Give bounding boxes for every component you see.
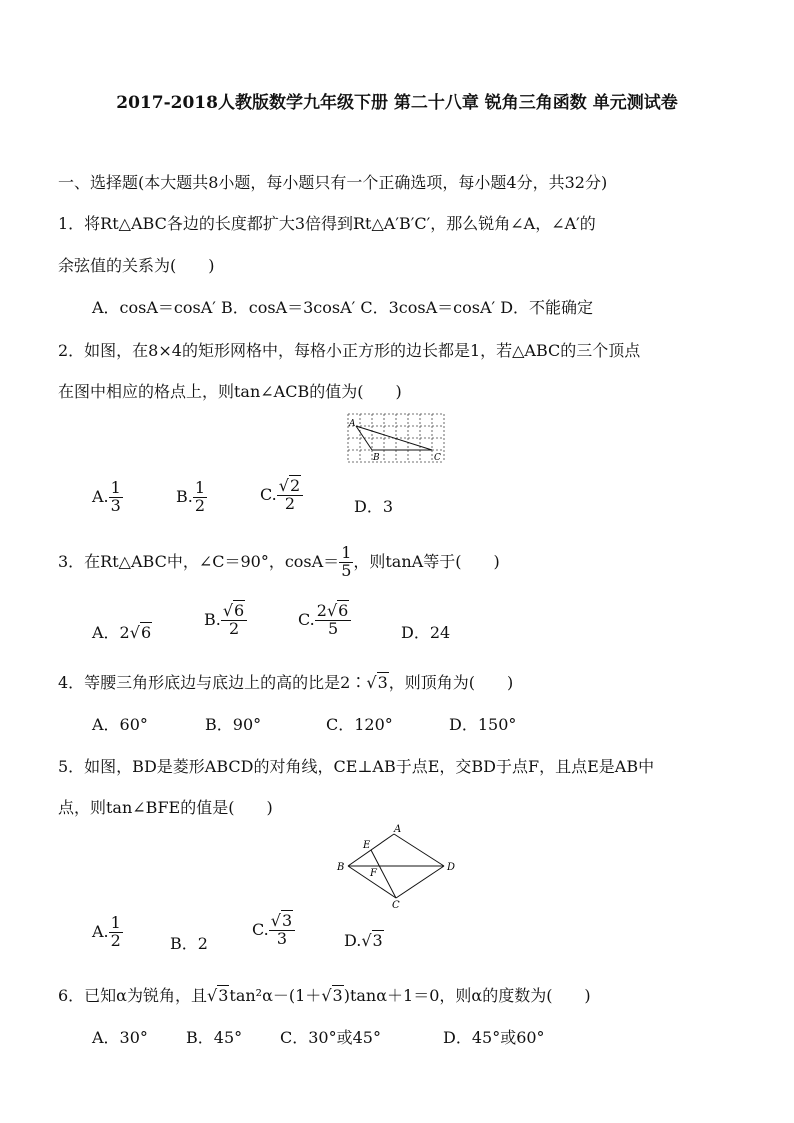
q6-option-c: C．30°或45° [280, 1028, 381, 1047]
q2-option-d: D．3 [354, 497, 394, 516]
q3-option-c: C. $\frac{2√6}{5}$ [298, 603, 351, 638]
q4-option-d: D．150° [449, 715, 517, 734]
q2-stem-line1: 2．如图，在8×4的矩形网格中，每格小正方形的边长都是1，若△ABC的三个顶点 [58, 341, 641, 360]
q5-option-c: C. $\frac{√3}{3}$ [252, 913, 295, 948]
q4-option-c: C．120° [326, 715, 393, 734]
q2-label-a: A [349, 419, 356, 429]
q5-stem-line2: 点，则tan∠BFE的值是( ) [58, 798, 273, 817]
q5-option-a: A. $\frac{1}{2}$ [92, 913, 121, 950]
q5-label-e: E [363, 840, 371, 851]
q4-stem: 4．等腰三角形底边与底边上的高的比是2∶√3，则顶角为( ) [58, 673, 514, 692]
page-title: 2017-2018人教版数学九年级下册 第二十八章 锐角三角函数 单元测试卷 [116, 93, 678, 113]
q2-option-b: B. $\frac{1}{2}$ [176, 478, 206, 515]
q4-option-b: B．90° [205, 715, 262, 734]
q2-stem-line2: 在图中相应的格点上，则tan∠ACB的值为( ) [58, 382, 402, 401]
q5-label-b: B [337, 862, 345, 873]
q6-option-d: D．45°或60° [443, 1028, 545, 1047]
q5-option-d: D.√3 [344, 931, 383, 950]
q5-stem-line1: 5．如图，BD是菱形ABCD的对角线，CE⊥AB于点E，交BD于点F，且点E是AB中 [58, 757, 655, 776]
q2-label-b: B [373, 453, 380, 463]
q2-grid-figure [346, 412, 448, 466]
q5-label-f: F [370, 868, 377, 879]
q6-option-b: B．45° [186, 1028, 243, 1047]
q1-stem-line1: 1．将Rt△ABC各边的长度都扩大3倍得到Rt△A′B′C′，那么锐角∠A，∠A′的 [58, 214, 596, 233]
q2-label-c: C [434, 453, 441, 463]
q5-label-d: D [447, 862, 456, 873]
q2-option-a: A. $\frac{1}{3}$ [92, 478, 121, 515]
q5-label-c: C [392, 900, 400, 908]
q6-option-a: A．30° [92, 1028, 148, 1047]
q5-rhombus-figure [334, 822, 464, 908]
q3-option-b: B. $\frac{√6}{2}$ [204, 603, 247, 638]
q3-option-d: D．24 [401, 623, 451, 642]
q6-stem: 6．已知α为锐角，且√3tan²α－(1＋√3)tanα＋1＝0，则α的度数为( ) [58, 986, 591, 1005]
q5-label-a: A [394, 824, 402, 835]
q4-option-a: A．60° [92, 715, 148, 734]
q1-options: A．cosA＝cosA′ B．cosA＝3cosA′ C．3cosA＝cosA′ D．不能确定 [92, 298, 594, 317]
section-heading: 一、选择题(本大题共8小题，每小题只有一个正确选项，每小题4分，共32分) [58, 173, 608, 192]
q1-stem-line2: 余弦值的关系为( ) [58, 256, 215, 275]
q2-option-c: C. $\frac{√2}{2}$ [260, 478, 303, 513]
q3-stem: 3．在Rt△ABC中，∠C＝90°，cosA＝ $\frac{1}{5}$ ，则tanA等于( ) [58, 543, 500, 580]
q5-option-b: B．2 [170, 934, 208, 953]
q3-option-a: A．2√6 [92, 623, 152, 642]
